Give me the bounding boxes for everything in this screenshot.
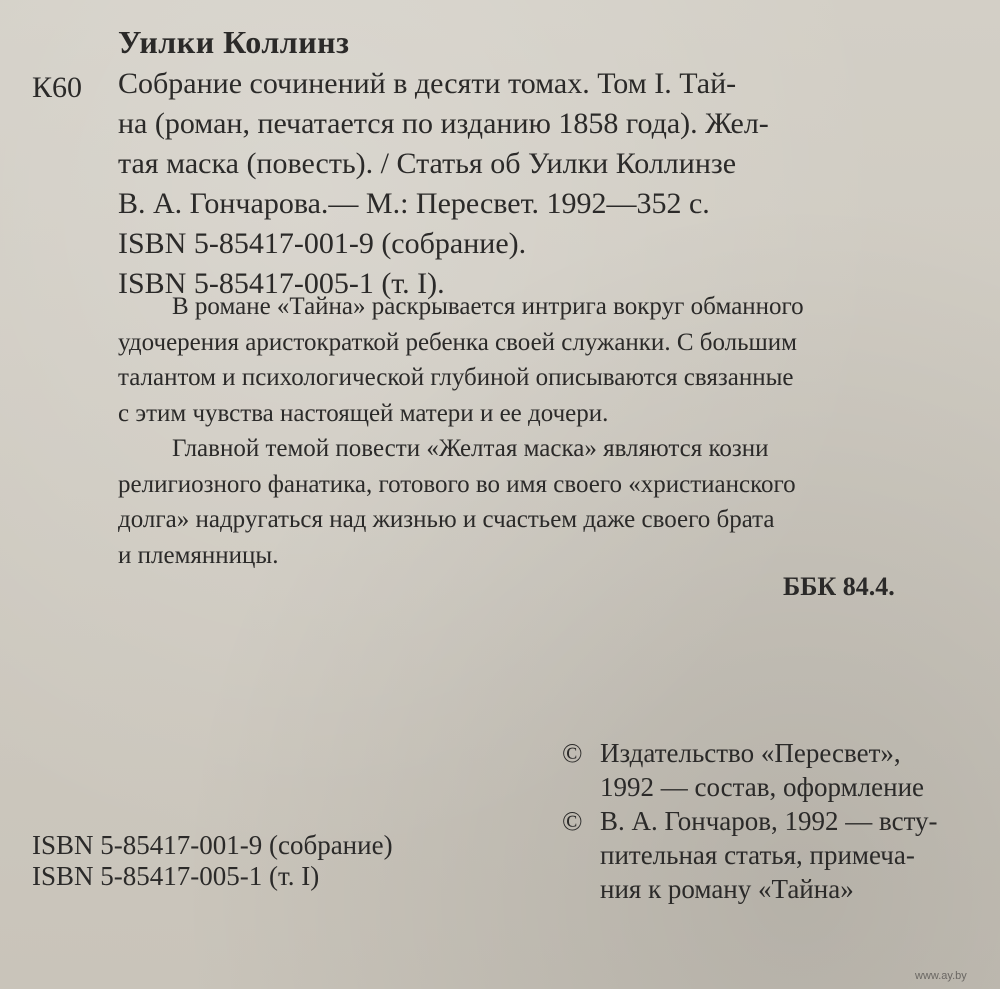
copyright-block — [562, 736, 938, 906]
annotation — [118, 289, 804, 573]
classification-code: К60 — [32, 71, 83, 104]
annotation-line: и племянницы. — [118, 541, 279, 569]
reference-line: В. А. Гончарова.— М.: Пересвет. 1992—352 с. — [118, 187, 710, 220]
copyright-line: ния к роману «Тайна» — [600, 874, 854, 904]
annotation-line: Главной темой повести «Желтая маска» являются козни — [172, 435, 769, 462]
bibliographic-reference — [118, 64, 769, 304]
isbn-collection: ISBN 5-85417-001-9 (собрание) — [32, 830, 393, 860]
isbn-footer — [32, 830, 393, 892]
copyright-line: В. А. Гончаров, 1992 — всту- — [600, 806, 938, 836]
copyright-line: пительная статья, примеча- — [600, 840, 915, 870]
annotation-line: религиозного фанатика, готового во имя своего «христианского — [118, 470, 796, 498]
reference-isbn-collection: ISBN 5-85417-001-9 (собрание). — [118, 227, 527, 260]
annotation-line: удочерения аристократкой ребенка своей служанки. С большим — [118, 328, 797, 356]
copyright-line: 1992 — состав, оформление — [600, 772, 925, 802]
reference-line: на (роман, печатается по изданию 1858 года). Жел- — [118, 107, 769, 140]
isbn-volume: ISBN 5-85417-005-1 (т. I) — [32, 861, 320, 891]
author-name: Уилки Коллинз — [118, 24, 350, 60]
watermark: www.ay.by — [915, 970, 967, 982]
copyright-icon: © — [562, 738, 583, 768]
annotation-line: с этим чувства настоящей матери и ее дочери. — [118, 399, 609, 427]
reference-line: тая маска (повесть). / Статья об Уилки Коллинзе — [118, 147, 737, 180]
copyright-icon: © — [562, 806, 583, 836]
annotation-line: В романе «Тайна» раскрывается интрига вокруг обманного — [172, 293, 804, 320]
annotation-line: долга» надругаться над жизнью и счастьем даже своего брата — [118, 506, 775, 533]
bbk-index: ББК 84.4. — [783, 572, 895, 601]
copyright-line: Издательство «Пересвет», — [600, 738, 901, 768]
reference-line: Собрание сочинений в десяти томах. Том I. Тай- — [118, 67, 737, 100]
annotation-line: талантом и психологической глубиной описываются связанные — [118, 364, 794, 391]
reference-isbn-volume: ISBN 5-85417-005-1 (т. I). — [118, 267, 445, 300]
